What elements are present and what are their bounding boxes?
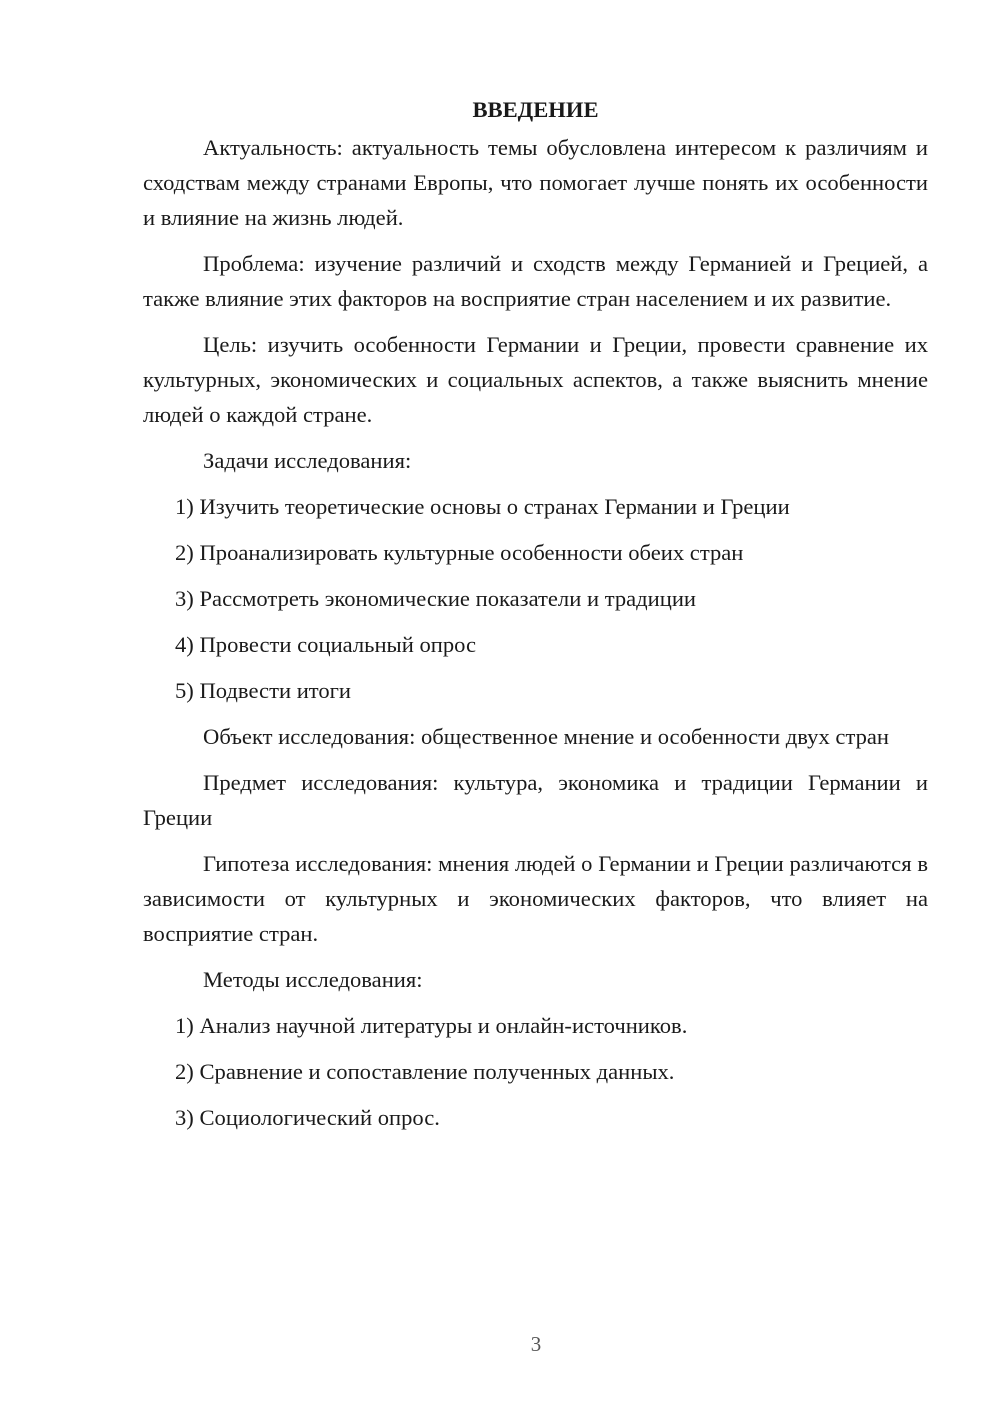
object-paragraph: Объект исследования: общественное мнение и особенности двух стран: [203, 724, 890, 749]
task-item: 5) Подвести итоги: [175, 678, 352, 703]
methods-heading: Методы исследования:: [203, 967, 423, 992]
method-item: 2) Сравнение и сопоставление полученных данных.: [175, 1059, 675, 1084]
method-item: 1) Анализ научной литературы и онлайн-источников.: [175, 1013, 688, 1038]
goal-paragraph: Цель: изучить особенности Германии и Греции, провести сравнение их культурных, экономических и социальных аспектов, а также выяснить мнение людей о каждой стране.: [143, 332, 928, 427]
relevance-paragraph: Актуальность: актуальность темы обусловлена интересом к различиям и сходствам между странами Европы, что помогает лучше понять их особенности и влияние на жизнь людей.: [143, 135, 928, 230]
task-item: 1) Изучить теоретические основы о странах Германии и Греции: [175, 494, 790, 519]
page-number: 3: [530, 1332, 542, 1356]
tasks-heading: Задачи исследования:: [203, 448, 412, 473]
task-item: 4) Провести социальный опрос: [175, 632, 477, 657]
document-page: [143, 92, 928, 1146]
problem-paragraph: Проблема: изучение различий и сходств между Германией и Грецией, а также влияние этих факторов на восприятие стран населением и их развитие.: [143, 251, 928, 311]
page-title: ВВЕДЕНИЕ: [472, 97, 599, 122]
method-item: 3) Социологический опрос.: [175, 1105, 440, 1130]
task-item: 3) Рассмотреть экономические показатели и традиции: [175, 586, 697, 611]
task-item: 2) Проанализировать культурные особенности обеих стран: [175, 540, 744, 565]
hypothesis-paragraph: Гипотеза исследования: мнения людей о Германии и Греции различаются в зависимости от культурных и экономических факторов, что влияет на восприятие стран.: [143, 851, 928, 946]
subject-paragraph: Предмет исследования: культура, экономика и традиции Германии и Греции: [143, 770, 928, 830]
